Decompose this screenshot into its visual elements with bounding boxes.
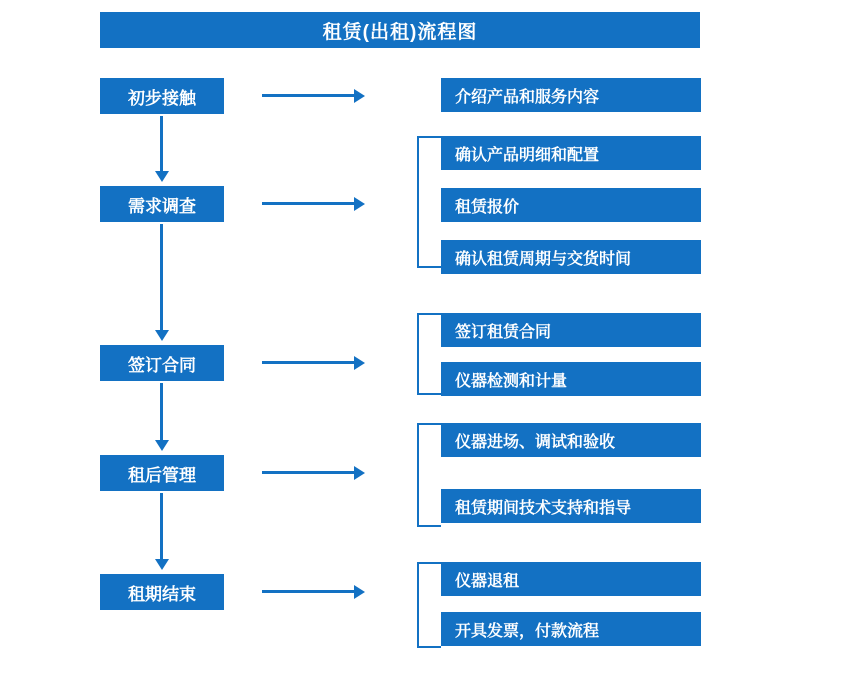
page-title: 租赁(出租)流程图 <box>100 12 700 48</box>
horizontal-arrow-4 <box>262 471 354 474</box>
bracket-group-3 <box>417 313 441 395</box>
bracket-group-5 <box>417 562 441 648</box>
horizontal-arrow-2 <box>262 202 354 205</box>
bracket-group-2 <box>417 136 441 268</box>
detail-box-3[interactable]: 租赁报价 <box>441 188 701 222</box>
vertical-arrow-4 <box>160 493 163 560</box>
vertical-arrow-2 <box>160 224 163 331</box>
stage-box-2[interactable]: 需求调查 <box>100 186 224 222</box>
horizontal-arrow-5 <box>262 590 354 593</box>
horizontal-arrow-3 <box>262 361 354 364</box>
detail-box-2[interactable]: 确认产品明细和配置 <box>441 136 701 170</box>
vertical-arrow-3 <box>160 383 163 441</box>
detail-box-10[interactable]: 开具发票，付款流程 <box>441 612 701 646</box>
detail-box-9[interactable]: 仪器退租 <box>441 562 701 596</box>
detail-box-6[interactable]: 仪器检测和计量 <box>441 362 701 396</box>
stage-box-4[interactable]: 租后管理 <box>100 455 224 491</box>
stage-box-1[interactable]: 初步接触 <box>100 78 224 114</box>
detail-box-4[interactable]: 确认租赁周期与交货时间 <box>441 240 701 274</box>
detail-box-1[interactable]: 介绍产品和服务内容 <box>441 78 701 112</box>
detail-box-5[interactable]: 签订租赁合同 <box>441 313 701 347</box>
detail-box-8[interactable]: 租赁期间技术支持和指导 <box>441 489 701 523</box>
stage-box-5[interactable]: 租期结束 <box>100 574 224 610</box>
stage-box-3[interactable]: 签订合同 <box>100 345 224 381</box>
bracket-group-4 <box>417 423 441 527</box>
horizontal-arrow-1 <box>262 94 354 97</box>
vertical-arrow-1 <box>160 116 163 172</box>
detail-box-7[interactable]: 仪器进场、调试和验收 <box>441 423 701 457</box>
